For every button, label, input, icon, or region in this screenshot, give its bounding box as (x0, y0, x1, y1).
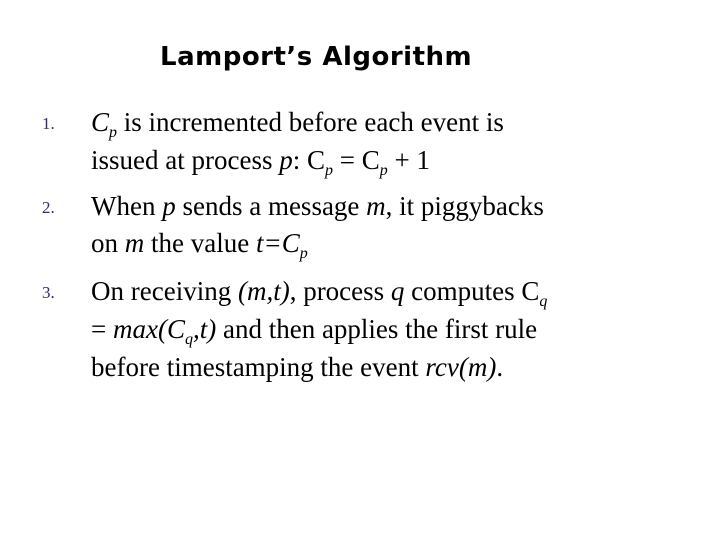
text-run: p (279, 145, 293, 175)
item-2-line-1 (91, 190, 544, 222)
text-run: p (162, 191, 176, 221)
text-run: + 1 (387, 145, 430, 175)
item-2-line-2 (91, 227, 308, 262)
text-run: on (91, 228, 125, 258)
item-3-line-3 (91, 351, 503, 383)
text-run: , it piggybacks (385, 191, 544, 221)
text-run: m (366, 191, 386, 221)
text-run: = (91, 314, 113, 344)
text-run: When (91, 191, 163, 221)
text-run: issued at process (91, 145, 280, 175)
text-run: the value (144, 228, 256, 258)
item-1-line-1 (91, 106, 504, 141)
text-run: ,t) (192, 314, 217, 344)
text-run: is incremented before each event is (117, 107, 504, 137)
text-run: computes C (404, 276, 540, 306)
item-3-line-2 (91, 313, 538, 348)
text-run: . (496, 352, 504, 382)
text-run: , process (289, 276, 391, 306)
text-run: t=C (255, 228, 300, 258)
list-number-1: 1. (42, 114, 55, 133)
subscript: q (184, 331, 193, 348)
text-run: rcv(m) (425, 352, 497, 382)
subscript: p (324, 162, 333, 179)
text-run: = C (332, 145, 380, 175)
item-3-line-1 (91, 275, 548, 310)
text-run: (m,t) (237, 276, 290, 306)
text-run: C (91, 107, 110, 137)
subscript: p (109, 124, 118, 141)
text-run: On receiving (91, 276, 238, 306)
item-1-line-2 (91, 144, 430, 179)
list-number-2: 2. (42, 198, 55, 217)
text-run: q (390, 276, 405, 306)
subscript: q (539, 293, 548, 310)
slide-title: Lamport’s Algorithm (160, 42, 473, 72)
subscript: p (299, 245, 308, 262)
text-run: sends a message (175, 191, 367, 221)
text-run: max(C (112, 314, 185, 344)
text-run: before timestamping the event (91, 352, 426, 382)
list-number-3: 3. (42, 283, 55, 302)
text-run: : C (292, 145, 325, 175)
text-run: m (124, 228, 145, 258)
text-run: and then applies the first rule (216, 314, 538, 344)
subscript: p (379, 162, 388, 179)
